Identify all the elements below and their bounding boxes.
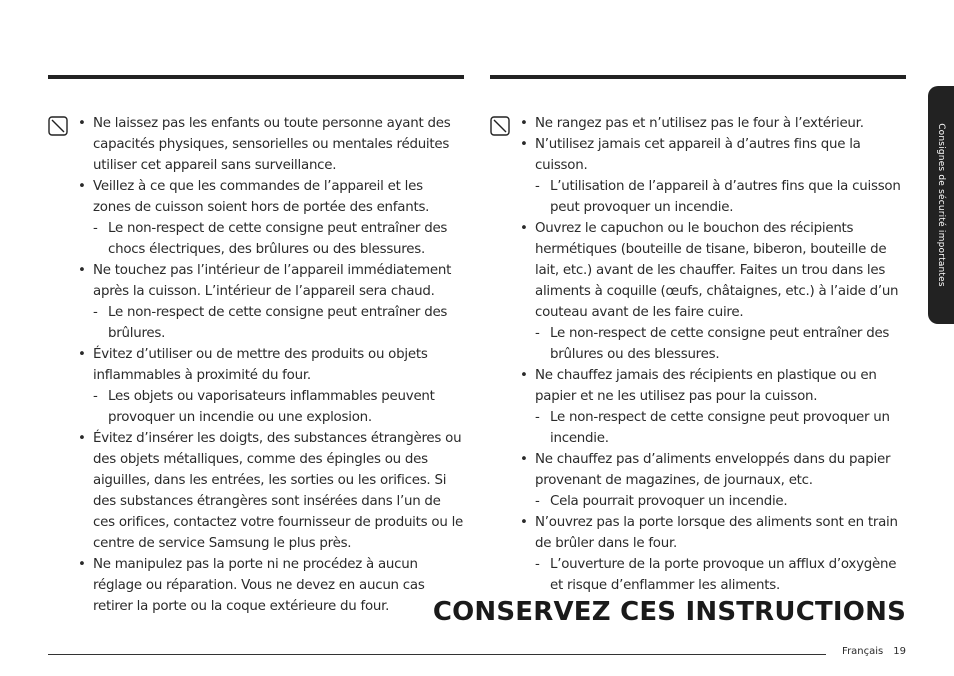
bullet-icon: • xyxy=(520,221,528,236)
instruction-item xyxy=(520,512,906,596)
bullet-icon: • xyxy=(520,137,528,152)
instruction-text: Ne laissez pas les enfants ou toute personne ayant des capacités physiques, sensorielles ou mentales réduites utiliser cet appareil sans surveillance. xyxy=(93,116,451,173)
section-side-tab xyxy=(928,86,954,324)
sub-note-text: L’ouverture de la porte provoque un afflux d’oxygène et risque d’enflammer les aliments. xyxy=(550,557,897,593)
bullet-icon: • xyxy=(78,179,86,194)
bullet-icon: • xyxy=(520,368,528,383)
bullet-icon: • xyxy=(78,116,86,131)
sub-note-text: Les objets ou vaporisateurs inflammables peuvent provoquer un incendie ou une explosion. xyxy=(108,389,435,425)
sub-note-text: Le non-respect de cette consigne peut provoquer un incendie. xyxy=(550,410,890,446)
instruction-text: Ouvrez le capuchon ou le bouchon des récipients hermétiques (bouteille de tisane, biberon, bouteille de lait, etc.) avant de les chauffer. Faites un trou dans les aliments à coquille (œufs, châtaignes, etc.) à l’aide d’un couteau avant de les faire cuire. xyxy=(535,221,899,320)
instruction-item xyxy=(520,134,906,218)
instruction-item xyxy=(520,449,906,512)
right-instruction-list xyxy=(490,113,906,596)
sub-note xyxy=(93,218,464,260)
sub-note xyxy=(535,491,906,512)
bullet-icon: • xyxy=(78,263,86,278)
sub-note xyxy=(535,407,906,449)
instruction-item xyxy=(520,113,906,134)
instruction-item xyxy=(78,554,464,617)
footer-rule xyxy=(48,654,826,655)
footer-language: Français xyxy=(842,646,884,657)
sub-note-list xyxy=(535,407,906,449)
sub-note-list xyxy=(535,491,906,512)
sub-note-list xyxy=(535,554,906,596)
bullet-icon: • xyxy=(520,515,528,530)
side-tab-label: Consignes de sécurité importantes xyxy=(936,123,946,287)
column-top-rule xyxy=(48,75,464,79)
sub-note-text: Cela pourrait provoquer un incendie. xyxy=(550,494,788,509)
instruction-item xyxy=(78,113,464,176)
sub-note-list xyxy=(535,323,906,365)
sub-note xyxy=(535,323,906,365)
sub-note xyxy=(93,302,464,344)
dash-icon: - xyxy=(535,494,540,509)
bullet-icon: • xyxy=(78,431,86,446)
bullet-icon: • xyxy=(520,116,528,131)
dash-icon: - xyxy=(535,179,540,194)
sub-note-text: L’utilisation de l’appareil à d’autres fins que la cuisson peut provoquer un incendie. xyxy=(550,179,901,215)
page-number: 19 xyxy=(893,646,906,657)
instruction-text: Veillez à ce que les commandes de l’appareil et les zones de cuisson soient hors de portée des enfants. xyxy=(93,179,430,215)
left-column xyxy=(48,75,464,617)
instruction-item xyxy=(520,218,906,365)
instruction-text: Ne chauffez pas d’aliments enveloppés dans du papier provenant de magazines, de journaux, etc. xyxy=(535,452,891,488)
instruction-text: N’ouvrez pas la porte lorsque des aliments sont en train de brûler dans le four. xyxy=(535,515,898,551)
instruction-item xyxy=(78,344,464,428)
bullet-icon: • xyxy=(78,347,86,362)
instruction-text: Ne manipulez pas la porte ni ne procédez à aucun réglage ou réparation. Vous ne devez en aucun cas retirer la porte ou la coque extérieure du four. xyxy=(93,557,425,614)
sub-note xyxy=(535,554,906,596)
dash-icon: - xyxy=(535,410,540,425)
dash-icon: - xyxy=(535,326,540,341)
instruction-text: Ne touchez pas l’intérieur de l’appareil immédiatement après la cuisson. L’intérieur de l’appareil sera chaud. xyxy=(93,263,452,299)
no-symbol-warning-icon xyxy=(490,116,510,136)
dash-icon: - xyxy=(93,305,98,320)
bullet-icon: • xyxy=(78,557,86,572)
instruction-item xyxy=(78,428,464,554)
sub-note-text: Le non-respect de cette consigne peut entraîner des brûlures. xyxy=(108,305,448,341)
sub-note xyxy=(93,386,464,428)
sub-note xyxy=(535,176,906,218)
instruction-item xyxy=(520,365,906,449)
sub-note-list xyxy=(93,302,464,344)
dash-icon: - xyxy=(93,221,98,236)
instruction-text: N’utilisez jamais cet appareil à d’autres fins que la cuisson. xyxy=(535,137,861,173)
instruction-text: Ne chauffez jamais des récipients en plastique ou en papier et ne les utilisez pas pour la cuisson. xyxy=(535,368,877,404)
sub-note-list xyxy=(93,218,464,260)
right-column xyxy=(490,75,906,596)
left-instruction-list xyxy=(48,113,464,617)
bullet-icon: • xyxy=(520,452,528,467)
sub-note-text: Le non-respect de cette consigne peut entraîner des chocs électriques, des brûlures ou des blessures. xyxy=(108,221,448,257)
dash-icon: - xyxy=(535,557,540,572)
column-top-rule xyxy=(490,75,906,79)
instruction-item xyxy=(78,176,464,260)
instruction-text: Évitez d’insérer les doigts, des substances étrangères ou des objets métalliques, comme des épingles ou des aiguilles, dans les entrées, les sorties ou les orifices. Si des substances étrangères sont insérées dans l’un de ces orifices, contactez votre fournisseur de produits ou le centre de service Samsung le plus près. xyxy=(93,431,464,551)
instruction-item xyxy=(78,260,464,344)
sub-note-list xyxy=(535,176,906,218)
page-title: CONSERVEZ CES INSTRUCTIONS xyxy=(432,597,906,627)
no-symbol-warning-icon xyxy=(48,116,68,136)
instruction-text: Évitez d’utiliser ou de mettre des produits ou objets inflammables à proximité du four. xyxy=(93,347,428,383)
dash-icon: - xyxy=(93,389,98,404)
sub-note-list xyxy=(93,386,464,428)
page-footer xyxy=(842,646,906,657)
instruction-text: Ne rangez pas et n’utilisez pas le four à l’extérieur. xyxy=(535,116,864,131)
sub-note-text: Le non-respect de cette consigne peut entraîner des brûlures ou des blessures. xyxy=(550,326,890,362)
